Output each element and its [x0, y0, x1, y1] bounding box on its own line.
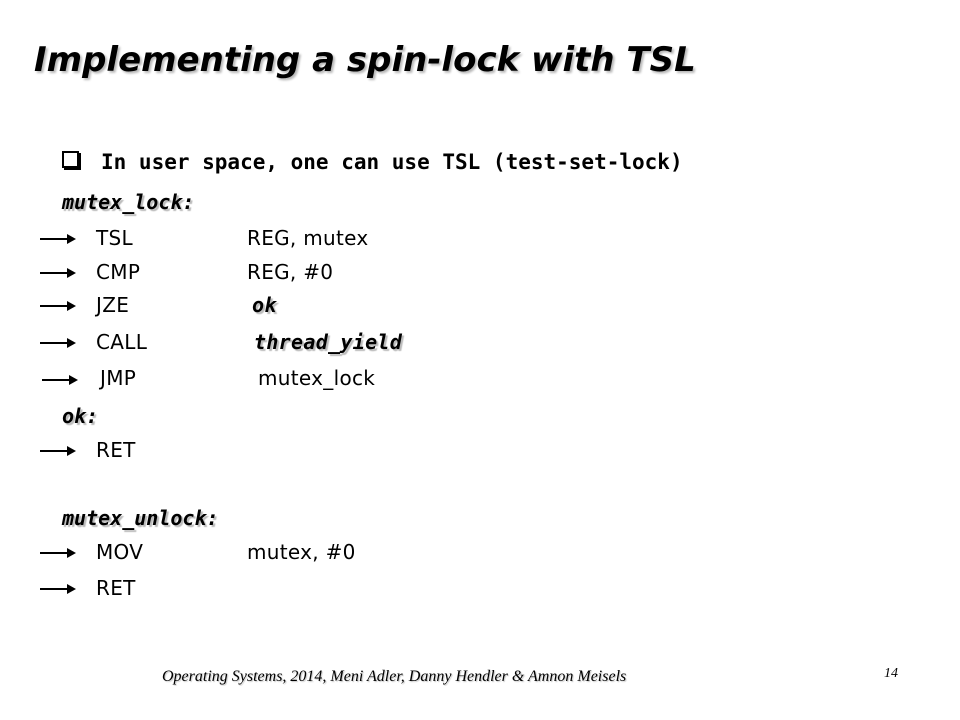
code-op: RET — [96, 438, 136, 462]
code-arg: mutex_lock — [258, 366, 376, 390]
code-arg: thread_yield — [254, 330, 403, 354]
code-op: JMP — [100, 366, 137, 390]
code-op: TSL — [96, 226, 133, 250]
code-arg: mutex, #0 — [247, 540, 356, 564]
bullet-text: In user space, one can use TSL (test-set-lock) — [101, 150, 683, 174]
code-line — [0, 576, 960, 602]
arrow-right-icon — [40, 305, 74, 307]
page-number: 14 — [884, 666, 898, 681]
arrow-right-icon — [40, 588, 74, 590]
arrow-right-icon — [40, 552, 74, 554]
code-arg: REG, mutex — [247, 226, 369, 250]
arrow-right-icon — [40, 342, 74, 344]
label-mutex-unlock: mutex_unlock: — [62, 506, 219, 530]
code-op: CMP — [96, 260, 141, 284]
slide-title: Implementing a spin-lock with TSL — [34, 40, 696, 80]
bullet-point — [62, 150, 683, 174]
code-op: MOV — [96, 540, 144, 564]
code-arg: ok — [252, 293, 277, 317]
label-ok: ok: — [62, 404, 99, 428]
arrow-right-icon — [40, 272, 74, 274]
code-line — [0, 226, 960, 252]
code-line — [0, 293, 960, 319]
arrow-right-icon — [42, 379, 76, 381]
code-op: JZE — [96, 293, 130, 317]
slide-footer: Operating Systems, 2014, Meni Adler, Danny Hendler & Amnon Meisels — [162, 668, 627, 685]
code-line — [0, 330, 960, 356]
arrow-right-icon — [40, 238, 74, 240]
code-line — [0, 366, 960, 392]
checkbox-bullet-icon — [62, 151, 79, 168]
code-op: CALL — [96, 330, 148, 354]
code-line — [0, 438, 960, 464]
arrow-right-icon — [40, 450, 74, 452]
code-line — [0, 540, 960, 566]
code-arg: REG, #0 — [247, 260, 334, 284]
label-mutex-lock: mutex_lock: — [62, 190, 195, 214]
code-op: RET — [96, 576, 136, 600]
code-line — [0, 260, 960, 286]
